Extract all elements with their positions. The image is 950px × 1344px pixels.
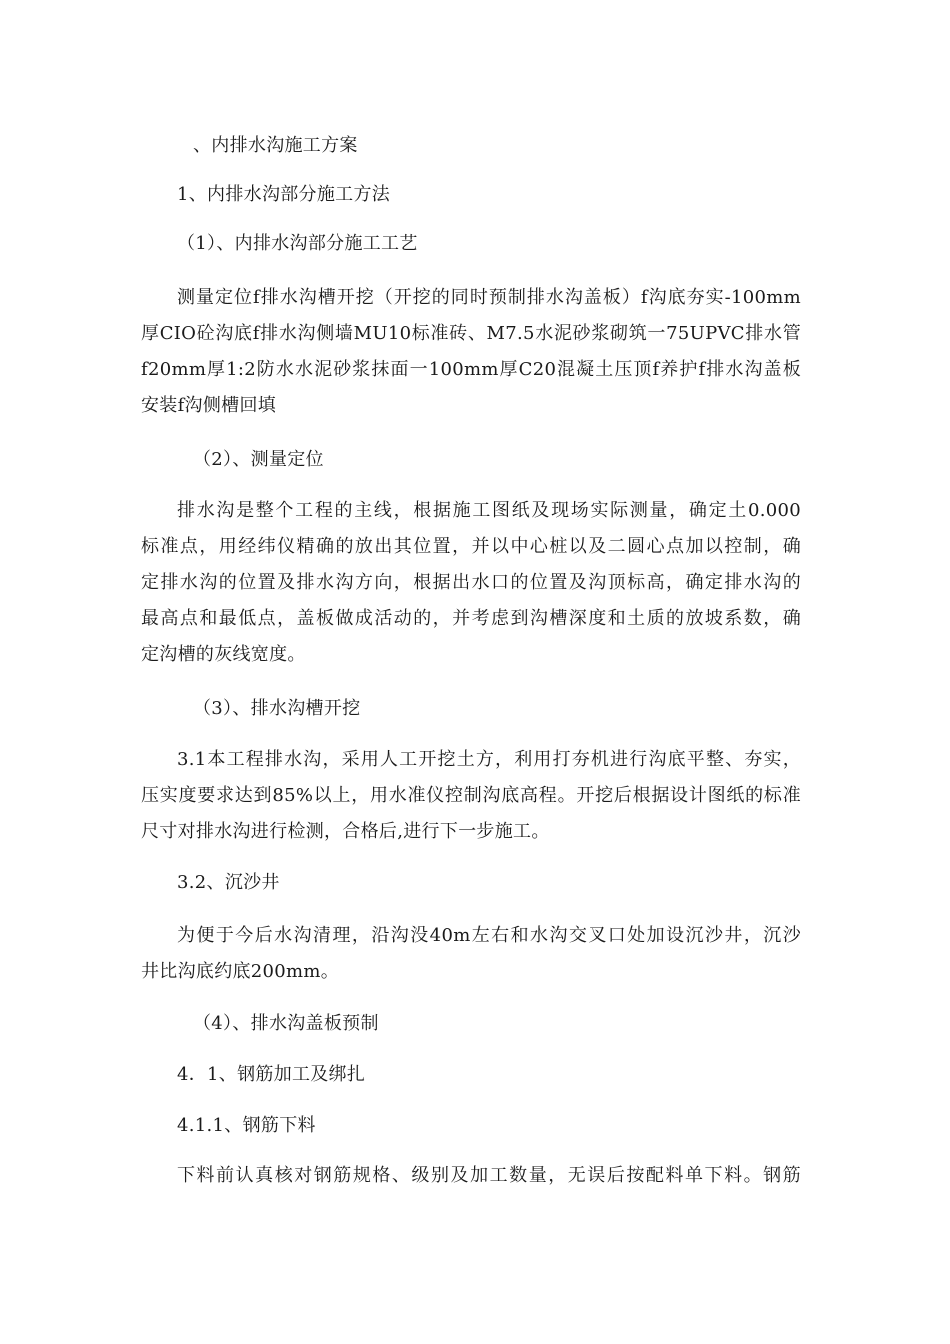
subsection-heading: 3.2、沉沙井: [177, 872, 280, 893]
paragraph-line: 为便于今后水沟清理，沿沟没40m左右和水沟交叉口处加设沉沙井，沉沙: [177, 925, 801, 946]
paragraph-line: 厚CIO砼沟底f排水沟侧墙MU10标准砖、M7.5水泥砂浆砌筑一75UPVC排水管: [141, 323, 801, 344]
subsection-heading: （1）、内排水沟部分施工工艺: [177, 233, 418, 254]
paragraph-line: f20mm厚1:2防水水泥砂浆抹面一100mm厚C20混凝土压顶f养护f排水沟盖板: [141, 359, 801, 380]
subsection-heading: 4．1、钢筋加工及绑扎: [177, 1064, 366, 1085]
paragraph-line: 尺寸对排水沟进行检测，合格后,进行下一步施工。: [141, 821, 550, 842]
paragraph-line: 压实度要求达到85%以上，用水准仪控制沟底高程。开挖后根据设计图纸的标准: [141, 785, 801, 806]
subsection-heading: （4）、排水沟盖板预制: [193, 1013, 379, 1034]
subsection-heading: （3）、排水沟槽开挖: [193, 698, 361, 719]
paragraph-line: 定沟槽的灰线宽度。: [141, 644, 306, 665]
paragraph-line: 安装f沟侧槽回填: [141, 395, 277, 416]
subsection-heading: 4.1.1、钢筋下料: [177, 1115, 316, 1136]
paragraph-line: 排水沟是整个工程的主线，根据施工图纸及现场实际测量，确定土0.000: [177, 500, 801, 521]
paragraph-line: 标准点，用经纬仪精确的放出其位置，并以中心桩以及二圆心点加以控制，确: [141, 536, 801, 557]
document-title: 、内排水沟施工方案: [193, 135, 358, 156]
paragraph-line: 井比沟底约底200mm。: [141, 961, 340, 982]
paragraph-line: 最高点和最低点，盖板做成活动的，并考虑到沟槽深度和土质的放坡系数，确: [141, 608, 801, 629]
paragraph-line: 3.1本工程排水沟，采用人工开挖土方，利用打夯机进行沟底平整、夯实，: [177, 749, 801, 770]
subsection-heading: （2）、测量定位: [193, 449, 324, 470]
paragraph-line: 定排水沟的位置及排水沟方向，根据出水口的位置及沟顶标高，确定排水沟的: [141, 572, 801, 593]
section-heading: 1、内排水沟部分施工方法: [177, 184, 391, 205]
paragraph-line: 测量定位f排水沟槽开挖（开挖的同时预制排水沟盖板）f沟底夯实-100mm: [177, 287, 801, 308]
paragraph-line: 下料前认真核对钢筋规格、级别及加工数量，无误后按配料单下料。钢筋: [177, 1165, 801, 1186]
